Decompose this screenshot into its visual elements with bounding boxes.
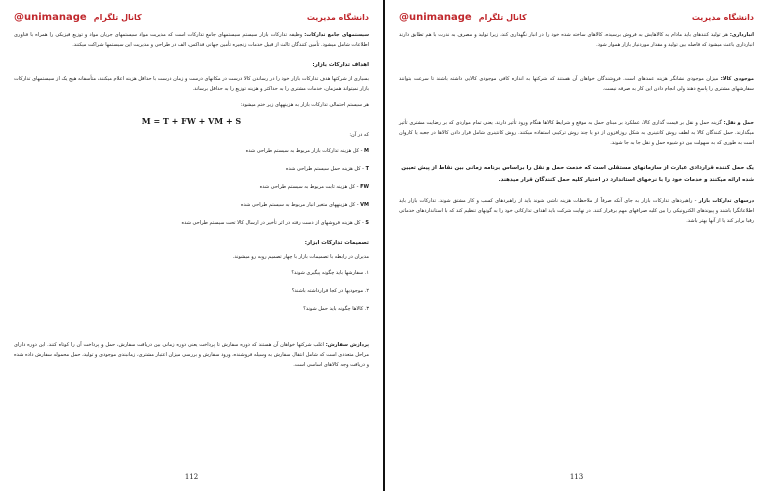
left-page: [0, 0, 383, 491]
definition-key: FW: [360, 184, 369, 190]
paragraph-title: انبارداری:: [729, 32, 754, 38]
paragraph-title: درسهای تدارکات بازار: [698, 198, 755, 204]
telegram-channel: [14, 12, 142, 23]
paragraph-warehousing: [399, 30, 754, 50]
section-heading: تصمیمات تدارکات ابزار:: [304, 240, 369, 246]
paragraph: هر سیستم احتمالی تدارکات بازار به هزینههای زیر ختم میشود:: [240, 102, 369, 108]
where-label: که در آن:: [349, 132, 369, 138]
paragraph-transportation: [399, 118, 754, 148]
definition-item: [14, 218, 369, 228]
university-label: دانشگاه مدیریت: [691, 12, 754, 22]
paragraph-title: پردازش سفارش:: [325, 342, 369, 348]
paragraph-text: هر تولید کنندهای باید مادام به کالاهایش به فروش برسیده، کالاهای ساخته شده خود را در انبار نگهداری کند، زیرا تولید و مصرف به ندرت با هم تطابق دارند انبارداری باعث میشود که فاصله بین تولید و مقدار موردنیاز بازار هموار شود.: [399, 32, 754, 48]
paragraph-text: گزینه حمل و نقل بر قیمت گذاری کالا، عملکرد بر مبنای حمل به موقع و شرایط کالاها هنگام ورود تأثیر دارند. یعنی تمام مواردی که بر رضایت مشتری تأثیر میگذارند. حمل کنندگان کالا به لطف روش کانتینری به شکل روزافزون از دو یا چند روش ترکیبی استفاده میکنند. روش کانتینری شامل قرار دادن کالاها در جعبه یا کاروان است به طوری که به سهولت بین دو شیوه حمل و نقل جا به جا شوند.: [399, 120, 754, 146]
definition-item: [14, 182, 369, 192]
paragraph: بسیاری از شرکتها هدف تدارکات بازار خود را در رساندن کالا درست در مکانهای درست و زمان درست با حداقل هزینه اعلام میکنند، متأسفانه هیچ یک از سیستمهای تدارکات بازار نمیتواند همزمان، خدمات مشتری را به حداکثر و هزینه توزیع را به حداقل برساند.: [14, 76, 369, 92]
page-number: 112: [184, 473, 199, 481]
right-page: [385, 0, 768, 491]
definition-key: M: [364, 148, 369, 154]
definition-text: - کل هزینه فروشهای از دست رفته در اثر تأخیر در ارسال کالا تحت سیستم طراحی شده: [181, 220, 364, 226]
paragraph-order-processing: [14, 340, 369, 370]
list-item: ۱. سفارشها باید چگونه پیگیری شوند؟: [291, 270, 369, 276]
definition-text: - کل هزینه حمل سیستم طراحی شده: [285, 166, 364, 172]
telegram-channel: [399, 12, 527, 23]
definition-key: T: [365, 166, 369, 172]
paragraph-title: حمل و نقل:: [723, 120, 755, 126]
definition-text: - کل هزینه تدارکات بازار مربوط به سیستم طراحی شده: [245, 148, 363, 154]
definition-text: - کل هزینههای متغیر انبار مربوط به سیستم طراحی شده: [240, 202, 359, 208]
channel-handle: @unimanage: [399, 11, 472, 23]
page-number: 113: [569, 473, 584, 481]
cost-formula: M = T + FW + VM + S: [141, 116, 242, 126]
channel-label: کانال تلگرام: [478, 12, 527, 22]
contract-carrier-definition: یک حمل کننده قراردادی عبارت از سازمانهای مستقلی است که خدمت حمل و نقل را براساس برنامه زمانی بین نقاط از پیش تعیین شده ارائه میکنند و خدمات خود را با نرخهای استاندارد در اختیار کلیه حمل کنندگان قرار میدهند.: [401, 165, 754, 183]
definition-item: [14, 146, 369, 156]
paragraph-text: وظیفه تدارکات بازار سیستم سیستمهای جامع تدارکات است که مدیریت مواد سیستمهای جریان مواد و توزیع فیزیکی را همراه با فناوری اطلاعات شامل میشود. تأمین کنندگان ثالث از قبیل خدمات زنجیره تأمین جهانی فداکس، الف در طراحی و مدیریت این سیستمها شراکت میکنند.: [14, 32, 369, 48]
channel-label: کانال تلگرام: [93, 12, 142, 22]
list-item: ۳. کالاها چگونه باید حمل شوند؟: [303, 306, 369, 312]
page-header: [14, 8, 369, 26]
paragraph: مدیران در رابطه با تصمیمات بازار با چهار تصمیم روبه رو میشوند.: [232, 254, 369, 260]
definition-text: - کل هزینه ثابت مربوط به سیستم طراحی شده: [259, 184, 359, 190]
list-item: ۲. موجودیها در کجا قرارداشته باشند؟: [291, 288, 369, 294]
definitions-list: [14, 146, 369, 228]
paragraph-integrated-logistics: [14, 30, 369, 50]
paragraph-text: - راهبردهای تدارکات بازار به جای آنکه صرفاً از ملاحظات هزینه ناشی شوند باید از راهبردهای کسب و کار مشتق شوند. تدارکات بازار باید اطلاعاتگرا باشند و پیوندهای الکترونیکی را بین کلیه صرافهای مهم برقرار کنند. در نهایت شرکت باید اهداف تدارکاتی خود را به گونهای تنظیم کند که با استانداردهای خدماتی رقبا برابر کند یا از آنها بهتر باشد.: [399, 198, 754, 224]
definition-key: S: [365, 220, 369, 226]
paragraph-text: اغلب شرکتها خواهان آن هستند که دوره سفارش تا پرداخت یعنی دوره زمانی بین دریافت سفارش، حمل و پرداخت آن را کوتاه کنند. این دوره دارای مراحل متعددی است که شامل انتقال سفارش به وسیله فروشنده، ورود سفارش و بررسی میزان اعتبار مشتری، زمانبندی موجودی و تولید، حمل محموله سفارش داده شده و دریافت وجه کالاهای اساسی است.: [14, 342, 369, 368]
page-header: [399, 8, 754, 26]
university-label: دانشگاه مدیریت: [306, 12, 369, 22]
paragraph-title: موجودی کالا:: [720, 76, 755, 82]
paragraph-text: میزان موجودی نشانگر هزینه عمدهای است. فروشندگان خواهان آن هستند که شرکتها به اندازه کافی موجودی کالایی داشته باشند تا سرعت بتوانند سفارشهای مشتری را پاسخ دهند ولی انجام دادن این کار به صرفه نیست.: [399, 76, 754, 92]
definition-item: [14, 164, 369, 174]
definition-key: VM: [360, 202, 369, 208]
paragraph-title: سیستمهای جامع تدارکات:: [304, 32, 370, 38]
channel-handle: @unimanage: [14, 11, 87, 23]
section-heading: اهداف تدارکات بازار:: [312, 62, 369, 68]
definition-item: [14, 200, 369, 210]
question-list: [14, 268, 369, 314]
paragraph-inventory: [399, 74, 754, 94]
paragraph-logistics-lessons: [399, 196, 754, 226]
